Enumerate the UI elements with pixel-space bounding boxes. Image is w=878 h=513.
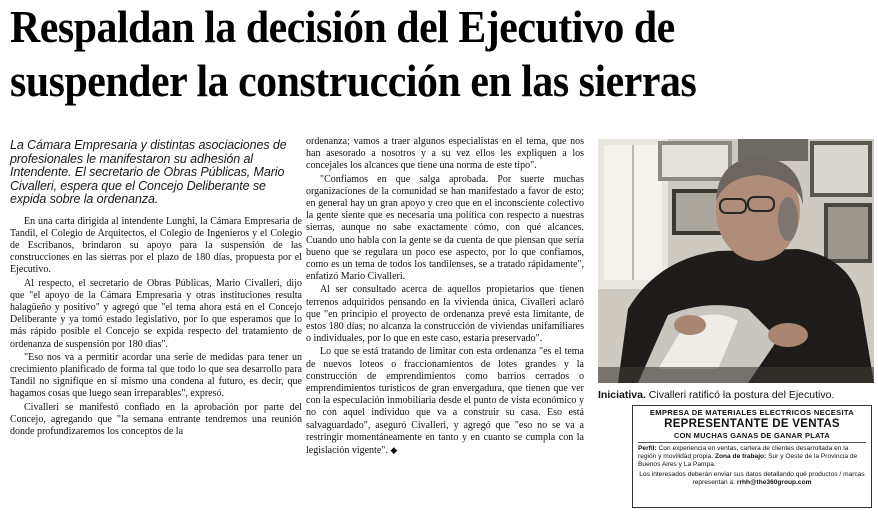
- ad-title: REPRESENTANTE DE VENTAS: [664, 418, 840, 430]
- photo-caption: [598, 389, 876, 401]
- headline-line-2: suspender la construcción en las sierras: [10, 56, 697, 106]
- ad-perfil-label: Perfil:: [638, 445, 657, 452]
- photo-illustration: [598, 139, 874, 383]
- headline: [10, 0, 810, 108]
- article-column-2: [306, 136, 584, 457]
- paragraph: Al ser consultado acerca de aquellos propietarios que tienen terrenos adquiridos pensando en la vivienda única, Civalleri aclaró que "en principio el proyecto de ordenanza prevé esta limitante, de estos 180 días; no alcanza la construcción de viviendas unifamiliares o individuales, por lo que en este caso, estaría preservado".: [306, 284, 584, 345]
- paragraph: "Confiamos en que salga aprobada. Por suerte muchas organizaciones de la comunidad se han manifestado a favor de esto; en general hay un gran apoyo y creo que en el inconsciente colectivo la gente siente que es necesaria una política con respecto a nuestras sierras, aunque no sabe exactamente cómo, con qué alcances. Cuando uno habla con la gente se da cuenta de que piensan que sería bueno que se regulara un poco ese aspecto, por lo que confiamos, como es un tema de todos los tandilenses, se a tratado rápidamente", enfatizó Mario Civalleri.: [306, 173, 584, 283]
- paragraph: [306, 346, 584, 457]
- headline-line-1: Respaldan la decisión del Ejecutivo de: [10, 2, 675, 52]
- ad-zona-text: Sur y Oeste de la Provincia de Buenos Aires y La Pampa.: [638, 452, 858, 468]
- paragraph: En una carta dirigida al intendente Lunghi, la Cámara Empresaria de Tandil, el Colegio de Arquitectos, el Colegio de Ingenieros y el Colegio de Escribanos, brindaron su apoyo para la suspensión de las construcciones en las sierras por el plazo de 180 días, propuesta por el Ejecutivo.: [10, 215, 302, 276]
- article-photo: [598, 139, 874, 383]
- caption-bold: Iniciativa.: [598, 389, 646, 401]
- ad-body: [638, 445, 866, 468]
- article-column-1: [10, 139, 302, 438]
- ad-email-link[interactable]: rrhh@the360group.com: [736, 479, 812, 487]
- article-lead: La Cámara Empresaria y distintas asociaciones de profesionales le manifestaron su adhesión al Intendente. El secretario de Obras Públicas, Mario Civalleri, espera que el Concejo Deliberante se expida sobre la ordenanza.: [10, 138, 287, 206]
- ad-footer-text: Los interesados deberán enviar sus datos detallando qué productos / marcas representan a:: [639, 471, 865, 487]
- ad-top-line: EMPRESA DE MATERIALES ELECTRICOS NECESITA: [649, 408, 855, 417]
- paragraph: Civalleri se manifestó confiado en la aprobación por parte del Concejo, agregando que "la semana entrante tendremos una reunión donde profundizaremos los conceptos de la: [10, 401, 302, 437]
- ad-subtitle: CON MUCHAS GANAS DE GANAR PLATA: [638, 431, 866, 443]
- ad-perfil-text: Con experiencia en ventas, cartera de clientes desarrollada en la región y movilidad propia.: [638, 445, 849, 460]
- ad-zona-label: Zona de trabajo:: [714, 452, 767, 460]
- paragraph: ordenanza; vamos a traer algunos especialistas en el tema, que nos han asesorado a nosotros y a su vez ellos les expliquen a los concejales los alcances que tiene una norma de este tipo".: [306, 136, 584, 172]
- end-mark: ◆: [390, 445, 398, 456]
- classified-ad: [632, 405, 872, 508]
- caption-text: Civalleri ratificó la postura del Ejecutivo.: [645, 389, 835, 401]
- paragraph: Al respecto, el secretario de Obras Públicas, Mario Civalleri, dijo que "el apoyo de la Cámara Empresaria y otras instituciones resulta halagüeño y positivo" y agregó que "el tema ahora está en el Concejo Deliberante y ya tomó estado legislativo, por lo que esperamos que lo más rápido posible el Concejo se expida respecto del tratamiento de ordenanza de suspensión por 180 días".: [10, 277, 302, 350]
- ad-footer: [638, 471, 866, 487]
- paragraph-text: Lo que se está tratando de limitar con esta ordenanza "es el tema de nuevos loteos o fraccionamientos de lotes grandes y la construcción de emprendimientos como barrios cerrados o emprendimientos turísticos de gran envergadura, que tienen que ver con la especulación inmobiliaria desde el punto de vista económico y no con aquel individuo que va a construir su casa. Eso está salvaguardado", aseguró Civalleri, y agregó que "eso no se va a restringir momentáneamente en tanto y en cuanto se cumpla con la legislación vigente".: [306, 346, 584, 457]
- paragraph: "Eso nos va a permitir acordar una serie de medidas para tener un crecimiento planificado de forma tal que todo lo que sea desarrollo para Tandil no signifique en sí mismo una condena al futuro, es decir, que hagamos cosas que luego sean irreparables", expresó.: [10, 351, 302, 400]
